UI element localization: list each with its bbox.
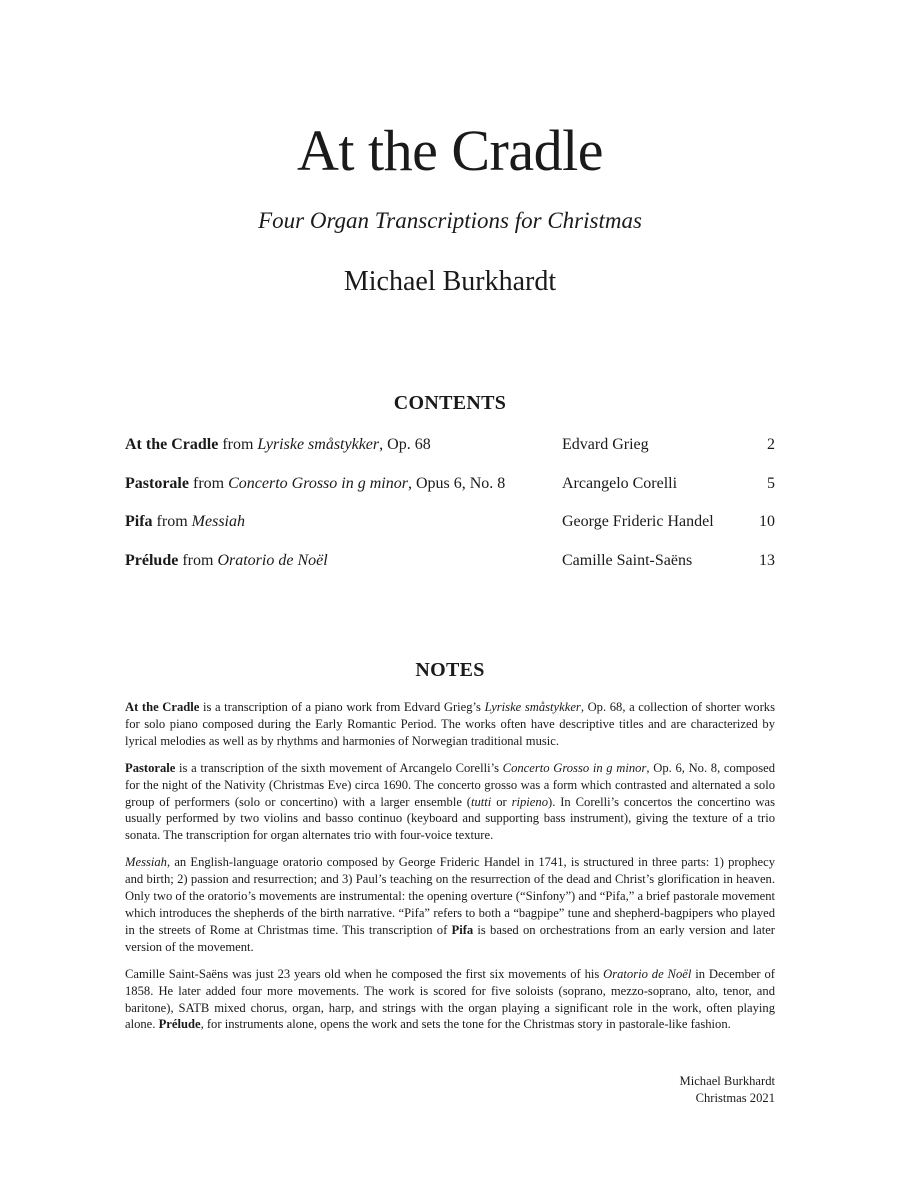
toc-composer: Camille Saint-Saëns xyxy=(562,551,693,569)
toc-page-number: 13 xyxy=(759,551,775,569)
note-text: Camille Saint-Saëns was just 23 years old when he composed the first six movements of his xyxy=(125,966,604,981)
toc-suffix: , Opus 6, No. 8 xyxy=(407,474,506,492)
toc-page-number: 10 xyxy=(759,513,775,530)
note-paragraph-handel xyxy=(125,854,775,955)
author-name: Michael Burkhardt xyxy=(343,266,557,297)
toc-row xyxy=(125,475,775,514)
signature-name: Michael Burkhardt xyxy=(679,1074,775,1088)
toc-row xyxy=(125,436,775,475)
note-bold: At the Cradle xyxy=(125,700,200,714)
toc-row xyxy=(125,513,775,552)
toc-composer: Arcangelo Corelli xyxy=(562,474,678,492)
note-paragraph-saint-saens xyxy=(125,966,775,1034)
toc-work-title: Prélude xyxy=(125,551,179,569)
toc-source: Concerto Grosso in g minor xyxy=(228,474,408,492)
toc-suffix: , Op. 68 xyxy=(379,436,431,453)
toc-page-number: 2 xyxy=(767,436,775,453)
subtitle: Four Organ Transcriptions for Christmas xyxy=(258,208,642,233)
toc-row xyxy=(125,552,775,591)
toc-source: Oratorio de Noël xyxy=(217,551,328,569)
note-bold: Pifa xyxy=(451,922,474,937)
note-text: or xyxy=(491,794,512,809)
toc-composer: Edvard Grieg xyxy=(562,436,649,453)
contents-heading: CONTENTS xyxy=(393,392,507,414)
note-italic: Oratorio de Noël xyxy=(603,966,692,981)
note-text: ). In Corelli’s concertos the concertino was usually performed by two violins and basso continuo (keyboard and supporting bass instrument), giving the texture of a trio sonata. The transcription for organ alternates trio with four-voice texture. xyxy=(125,794,775,843)
note-bold: Pastorale xyxy=(125,760,176,775)
note-paragraph-grieg xyxy=(125,699,775,750)
toc-work-title: Pastorale xyxy=(125,474,189,492)
notes-heading: NOTES xyxy=(415,659,485,681)
signature-block xyxy=(680,1073,775,1107)
note-italic: ripieno xyxy=(511,794,548,809)
note-text: , for instruments alone, opens the work and sets the tone for the Christmas story in pastorale-like fashion. xyxy=(200,1017,731,1032)
note-bold: Prélude xyxy=(158,1017,201,1032)
toc-composer: George Frideric Handel xyxy=(562,513,714,530)
note-text: , Op. 6, No. 8, composed for the night of the Nativity (Christmas Eve) circa 1690. The concerto grosso was a form which contrasted and alternated a solo group of performers (solo or concertino) with a larger ensemble ( xyxy=(125,760,775,809)
note-text: in December of 1858. He later added four more movements. The work is scored for five soloists (soprano, mezzo-soprano, alto, tenor, and baritone), SATB mixed chorus, organ, harp, and strings with the organ playing a significant role in the work, often playing alone. xyxy=(125,966,775,1032)
note-text: is a transcription of the sixth movement of Arcangelo Corelli’s xyxy=(175,760,503,775)
note-text: , Op. 68, a collection of shorter works for solo piano composed during the Early Romantic Period. The works often have descriptive titles and are characterized by lyrical melodies as well as by rhythms and harmonies of Norwegian traditional music. xyxy=(125,700,775,748)
toc-work xyxy=(125,513,245,531)
note-paragraph-corelli xyxy=(125,760,775,845)
note-text: is based on orchestrations from an early version and later version of the movement. xyxy=(125,922,775,954)
toc-work-title: At the Cradle xyxy=(125,436,219,453)
toc-from: from xyxy=(222,436,254,453)
note-text: , an English-language oratorio composed by George Frideric Handel in 1741, is structured in three parts: 1) prophecy and birth; 2) passion and resurrection; and 3) Paul’s teaching on the resurrection of the dead and Christ’s glorification in heaven. Only two of the oratorio’s movements are instrumental: the opening overture (“Sinfony”) and “Pifa,” a brief pastorale movement which introduces the shepherds of the birth narrative. “Pifa” refers to both a “bagpipe” tune and shepherd-bagpipers who played in the streets of Rome at Christmas time. This transcription of xyxy=(125,855,775,937)
notes-body xyxy=(125,699,775,1043)
note-text: is a transcription of a piano work from Edvard Grieg’s xyxy=(199,700,485,714)
note-italic: tutti xyxy=(471,794,492,809)
toc-work xyxy=(125,552,328,570)
page-title: At the Cradle xyxy=(297,118,603,183)
toc-work-title: Pifa xyxy=(125,513,153,530)
contents-table xyxy=(125,436,775,590)
toc-from: from xyxy=(156,513,188,530)
toc-source: Lyriske småstykker xyxy=(257,436,380,453)
toc-page-number: 5 xyxy=(767,474,775,492)
note-italic: Lyriske småstykker xyxy=(484,700,581,714)
toc-work xyxy=(125,475,505,493)
toc-source: Messiah xyxy=(191,513,245,530)
signature-date: Christmas 2021 xyxy=(695,1091,775,1105)
note-italic: Messiah xyxy=(125,855,167,870)
toc-from: from xyxy=(192,474,225,492)
toc-work xyxy=(125,436,431,454)
toc-from: from xyxy=(182,551,214,569)
note-italic: Concerto Grosso in g minor xyxy=(502,760,647,775)
